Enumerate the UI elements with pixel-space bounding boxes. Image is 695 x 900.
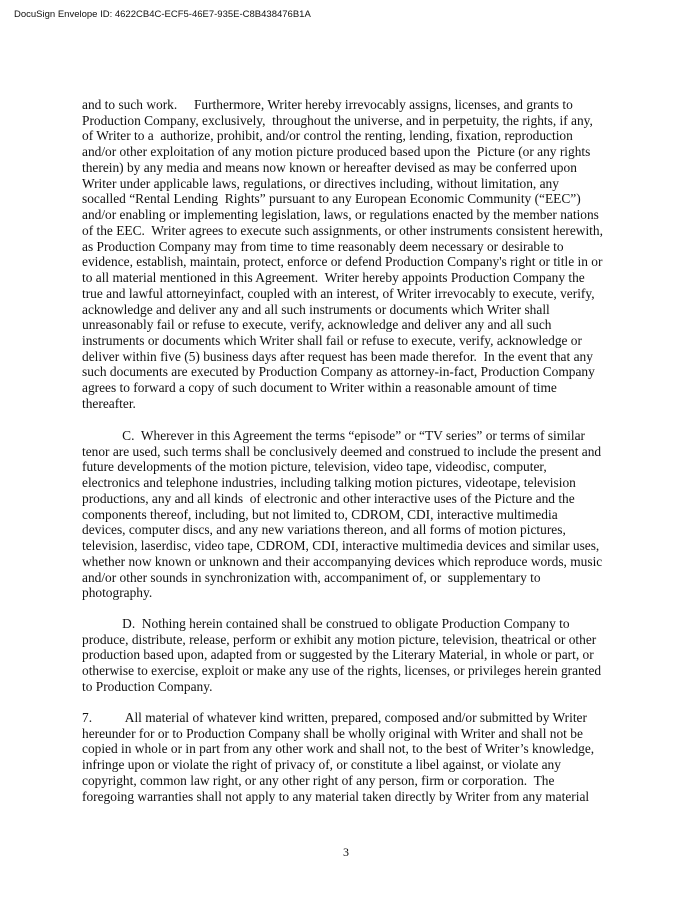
paragraph-section-d xyxy=(82,616,622,695)
text-line: socalled “Rental Lending Rights” pursuant to any European Economic Community (“EEC”) xyxy=(82,191,581,207)
text-line: of Writer to a authorize, prohibit, and/or control the renting, lending, fixation, reproduction xyxy=(82,128,573,144)
text-line: otherwise to exercise, exploit or make any use of the rights, licenses, or privileges herein granted xyxy=(82,663,602,679)
text-line: television, laserdisc, video tape, CDROM, CDI, interactive multimedia devices and similar uses, xyxy=(82,538,600,554)
text-line: evidence, establish, maintain, protect, enforce or defend Production Company's right or title in or xyxy=(82,254,603,270)
text-line: to all material mentioned in this Agreement. Writer hereby appoints Production Company the xyxy=(82,270,585,286)
text-line: hereunder for or to Production Company shall be wholly original with Writer and shall not be xyxy=(82,725,583,741)
text-line: copyright, common law right, or any other right of any person, firm or corporation. The xyxy=(82,772,555,788)
text-line: C. Wherever in this Agreement the terms “episode” or “TV series” or terms of similar xyxy=(82,428,585,443)
paragraph-continuation xyxy=(82,97,622,412)
text-line: produce, distribute, release, perform or exhibit any motion picture, television, theatrical or other xyxy=(82,631,597,647)
text-line: agrees to forward a copy of such document to Writer within a reasonable amount of time xyxy=(82,380,557,396)
text-line: future developments of the motion picture, television, video tape, videodisc, computer, xyxy=(82,459,547,475)
text-line: foregoing warranties shall not apply to any material taken directly by Writer from any material xyxy=(82,788,590,804)
text-line: instruments or documents which Writer shall fail or refuse to execute, verify, acknowledge or xyxy=(82,333,582,349)
text-line: production based upon, adapted from or suggested by the Literary Material, in whole or part, or xyxy=(82,647,594,663)
text-line: and/or other sounds in synchronization with, accompaniment of, or supplementary to xyxy=(82,569,541,585)
text-line: tenor are used, such terms shall be conclusively deemed and construed to include the present and xyxy=(82,443,602,459)
paragraph-section-7 xyxy=(82,710,622,804)
text-line: Production Company, exclusively, throughout the universe, and in perpetuity, the rights, if any, xyxy=(82,112,593,128)
page-number: 3 xyxy=(343,845,349,859)
text-line: whether now known or unknown and their accompanying devices which reproduce words, music xyxy=(82,553,603,569)
text-line: deliver within five (5) business days after request has been made therefor. In the event that any xyxy=(82,348,593,364)
text-line: copied in whole or in part from any other work and shall not, to the best of Writer’s knowledge, xyxy=(82,741,595,757)
text-line: components thereof, including, but not limited to, CDROM, CDI, interactive multimedia xyxy=(82,506,558,522)
text-line: acknowledge and deliver any and all such instruments or documents which Writer shall xyxy=(82,301,550,317)
text-line: thereafter. xyxy=(82,395,136,411)
text-line: 7. All material of whatever kind written, prepared, composed and/or submitted by Writer xyxy=(82,710,587,725)
text-line: D. Nothing herein contained shall be construed to obligate Production Company to xyxy=(82,616,570,631)
text-line: such documents are executed by Production Company as attorney-in-fact, Production Company xyxy=(82,364,595,380)
envelope-id-header: DocuSign Envelope ID: 4622CB4C-ECF5-46E7-935E-C8B438476B1A xyxy=(14,9,311,20)
paragraph-section-c xyxy=(82,428,622,601)
text-line: to Production Company. xyxy=(82,678,213,694)
text-line: as Production Company may from time to time reasonably deem necessary or desirable to xyxy=(82,238,564,254)
text-line: productions, any and all kinds of electronic and other interactive uses of the Picture and the xyxy=(82,490,575,506)
text-line: infringe upon or violate the right of privacy of, or constitute a libel against, or violate any xyxy=(82,757,561,773)
text-line: Writer under applicable laws, regulations, or directives including, without limitation, any xyxy=(82,175,559,191)
text-line: and/or enabling or implementing legislation, laws, or regulations enacted by the member nations xyxy=(82,207,599,223)
text-line: therein) by any media and means now known or hereafter devised as may be conferred upon xyxy=(82,159,577,175)
text-line: and to such work. Furthermore, Writer hereby irrevocably assigns, licenses, and grants to xyxy=(82,97,573,112)
text-line: devices, computer discs, and any new variations thereon, and all forms of motion pictures, xyxy=(82,522,566,538)
text-line: and/or other exploitation of any motion picture produced based upon the Picture (or any rights xyxy=(82,144,591,160)
text-line: true and lawful attorneyinfact, coupled with an interest, of Writer irrevocably to execute, verify, xyxy=(82,285,595,301)
text-line: unreasonably fail or refuse to execute, verify, acknowledge and deliver any and all such xyxy=(82,317,552,333)
text-line: of the EEC. Writer agrees to execute such assignments, or other instruments consistent herewith, xyxy=(82,222,603,238)
text-line: photography. xyxy=(82,585,153,601)
text-line: electronics and telephone industries, including talking motion pictures, videotape, television xyxy=(82,475,576,491)
